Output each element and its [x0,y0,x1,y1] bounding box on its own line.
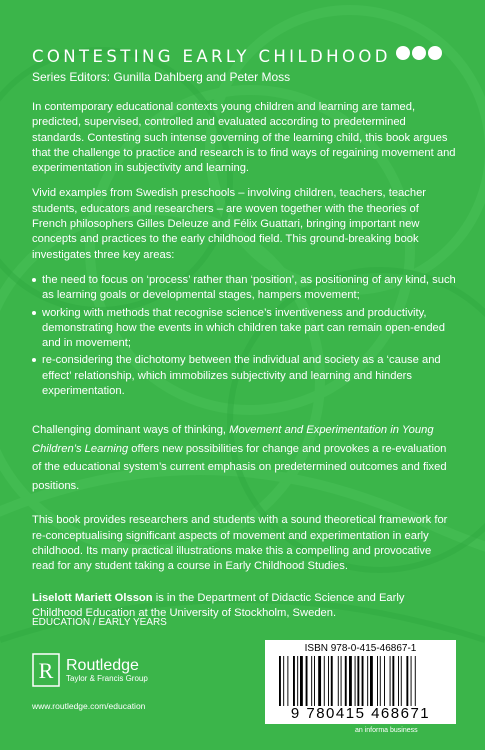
subject-category: EDUCATION / EARLY YEARS [32,617,167,628]
barcode-bar [338,656,339,706]
barcode-bars [279,656,442,706]
barcode-bar [377,656,378,706]
barcode-bar [279,656,281,706]
barcode-bar [370,656,373,706]
barcode-bar [392,656,394,706]
barcode-bar [311,656,312,706]
barcode-bar [318,656,321,706]
barcode-bar [415,656,416,706]
barcode-bar [357,656,359,706]
barcode-bar [314,656,315,706]
barcode [265,640,456,724]
paragraph-intro: In contemporary educational contexts young children and learning are tamed, predicted, supervised, controlled and evaluated according to predetermined standards. Contesting such intense governing of the learning child, this book argues that the challenge to practice and research is to find ways of regaining movement and experimentation in subjectivity and learning. [32,101,456,175]
barcode-bar [384,656,385,706]
dot-icon [412,46,426,60]
series-title: CONTESTING EARLY CHILDHOOD [32,47,391,66]
challenge-prefix: Challenging dominant ways of thinking, [32,424,230,437]
series-dots-logo [396,46,442,60]
paragraph-framework: This book provides researchers and students with a sound theoretical framework for re-conceptualising significant aspects of movement and experimentation in early childhood. Its many practical illustrations make this a compelling and provocative read for any student taking a course in Early Childhood Studies. [32,514,448,573]
publisher-group: Taylor & Francis Group [66,673,148,683]
key-areas-list [32,273,456,399]
blurb [32,100,456,631]
barcode-bar [349,656,352,706]
paragraph-challenge [32,421,456,495]
barcode-bar [362,656,364,706]
barcode-bar [287,656,288,706]
list-item: the need to focus on ‘process’ rather than ‘position’, as positioning of any kind, such as learning goals or developmental stages, hampers movement; [32,273,456,304]
book-title: Movement and Experimentation in Young Children’s Learning [32,424,434,455]
barcode-bar [328,656,329,706]
dot-icon [428,46,442,60]
barcode-bar [341,656,342,706]
barcode-bar [293,656,295,706]
barcode-bar [324,656,325,706]
barcode-bar [390,656,391,706]
barcode-bar [345,656,347,706]
publisher-website[interactable]: www.routledge.com/education [32,701,146,711]
publisher-logo [32,653,148,687]
challenge-suffix: offers new possibilities for change and provokes a re-evaluation of the educational system’s current emphasis on predetermined outcomes and fixed positions. [32,442,447,492]
barcode-bar [300,656,303,706]
barcode-bar [401,656,402,706]
author-description: is in the Department of Didactic Science and Early Childhood Education at the University of Stockholm, Sweden. [32,591,405,619]
barcode-bar [380,656,381,706]
isbn-text: ISBN 978-0-415-46867-1 [304,643,417,654]
barcode-digits: 9 780415 468671 [290,705,431,722]
barcode-bar [406,656,408,706]
series-editors: Series Editors: Gunilla Dahlberg and Peter Moss [32,70,291,84]
author-name: Liselott Mariett Olsson [32,591,153,604]
barcode-bar [331,656,333,706]
routledge-logo-icon [32,653,60,687]
barcode-bar [398,656,399,706]
barcode-bar [297,656,298,706]
svg-text:R: R [38,658,54,683]
barcode-bar [355,656,356,706]
publisher-name: Routledge [66,656,139,674]
paragraph-examples: Vivid examples from Swedish preschools – involving children, teachers, teacher students, educators and researchers – are woven together with the theories of French philosophers Gilles Deleuze and Félix Guattari, bringing important new concepts and practices to the early childhood field. This ground-breaking book investigates three key areas: [32,187,427,261]
list-item: working with methods that recognise science’s inventiveness and productivity, demonstrating how the events in which children take part can remain open-ended and in movement; [32,306,456,352]
barcode-bar [411,656,412,706]
informa-tagline: an informa business [355,727,418,734]
barcode-bar [367,656,368,706]
barcode-bar [306,656,308,706]
barcode-bar [283,656,284,706]
dot-icon [396,46,410,60]
list-item: re-considering the dichotomy between the individual and society as a ‘cause and effect’ relationship, which immobilizes subjectivity and learning and hinders experimentation. [32,353,456,399]
